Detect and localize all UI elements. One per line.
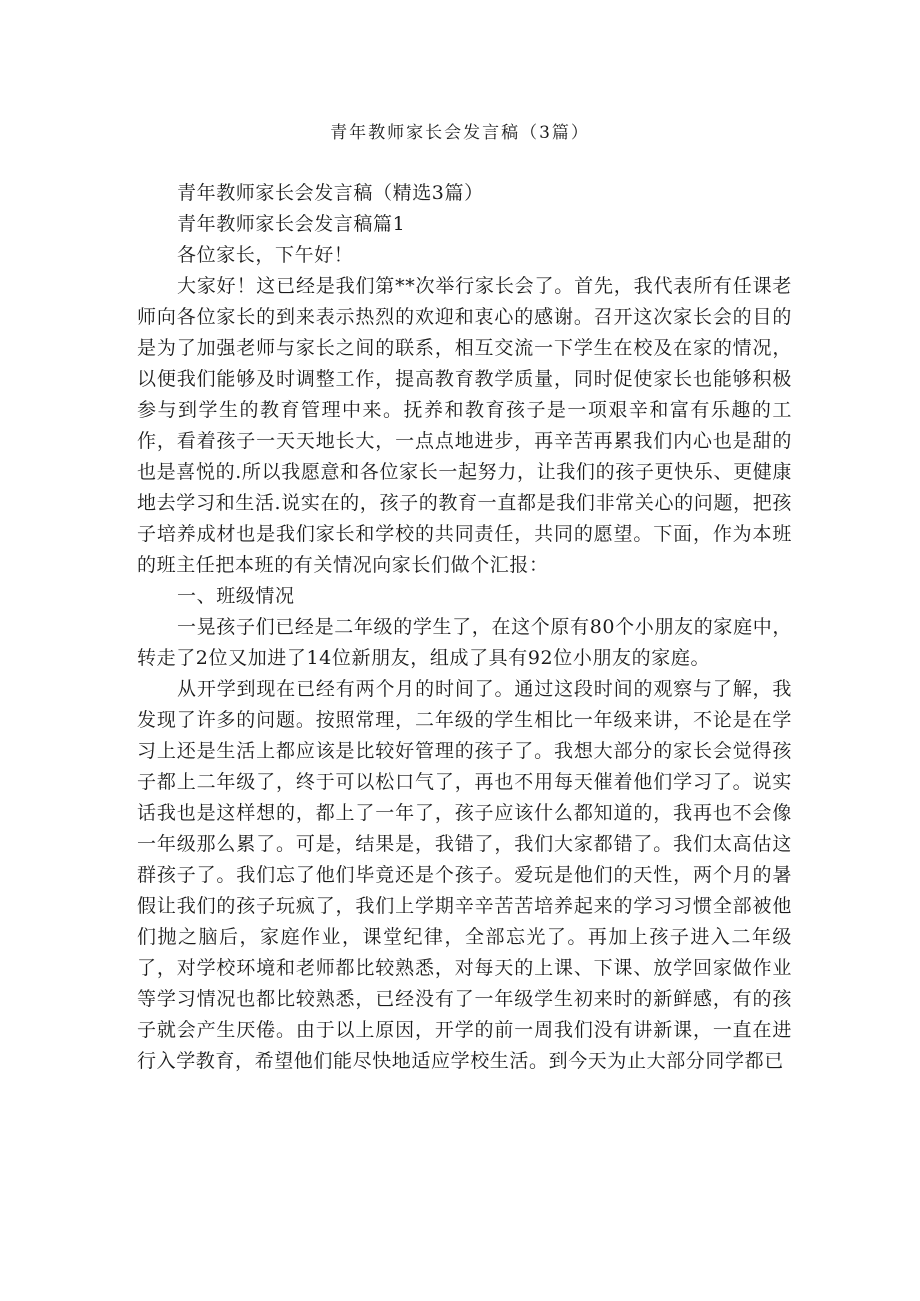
greeting: 各位家长，下午好！ xyxy=(177,244,354,266)
heading-class-situation: 一、班级情况 xyxy=(177,585,295,607)
document-subtitle: 青年教师家长会发言稿（精选3篇） xyxy=(177,182,484,204)
class-paragraph: 一晃孩子们已经是二年级的学生了，在这个原有80个小朋友的家庭中，转走了2位又加进了14位新朋友，组成了具有92位小朋友的家庭。 xyxy=(137,616,792,669)
intro-paragraph: 大家好！这已经是我们第**次举行家长会了。首先，我代表所有任课老师向各位家长的到来表示热烈的欢迎和衷心的感谢。召开这次家长会的目的是为了加强老师与家长之间的联系，相互交流一下学生在校及在家的情况，以便我们能够及时调整工作，提高教育教学质量，同时促使家长也能够积极参与到学生的教育管理中来。抚养和教育孩子是一项艰辛和富有乐趣的工作，看着孩子一天天地长大，一点点地进步，再辛苦再累我们内心也是甜的也是喜悦的.所以我愿意和各位家长一起努力，让我们的孩子更快乐、更健康地去学习和生活.说实在的，孩子的教育一直都是我们非常关心的问题，把孩子培养成材也是我们家长和学校的共同责任，共同的愿望。下面，作为本班的班主任把本班的有关情况向家长们做个汇报： xyxy=(137,275,792,576)
observation-paragraph: 从开学到现在已经有两个月的时间了。通过这段时间的观察与了解，我发现了许多的问题。按照常理，二年级的学生相比一年级来讲，不论是在学习上还是生活上都应该是比较好管理的孩子了。我想大部分的家长会觉得孩子都上二年级了，终于可以松口气了，再也不用每天催着他们学习了。说实话我也是这样想的，都上了一年了，孩子应该什么都知道的，我再也不会像一年级那么累了。可是，结果是，我错了，我们大家都错了。我们太高估这群孩子了。我们忘了他们毕竟还是个孩子。爱玩是他们的天性，两个月的暑假让我们的孩子玩疯了，我们上学期辛辛苦苦培养起来的学习习惯全部被他们抛之脑后，家庭作业，课堂纪律，全部忘光了。再加上孩子进入二年级了，对学校环境和老师都比较熟悉，对每天的上课、下课、放学回家做作业等学习情况也都比较熟悉，已经没有了一年级学生初来时的新鲜感，有的孩子就会产生厌倦。由于以上原因，开学的前一周我们没有讲新课，一直在进行入学教育，希望他们能尽快地适应学校生活。到今天为止大部分同学都已 xyxy=(137,678,792,1072)
document-title: 青年教师家长会发言稿（3篇） xyxy=(330,123,590,143)
document-body xyxy=(137,178,792,1077)
section-title: 青年教师家长会发言稿篇1 xyxy=(177,213,406,235)
